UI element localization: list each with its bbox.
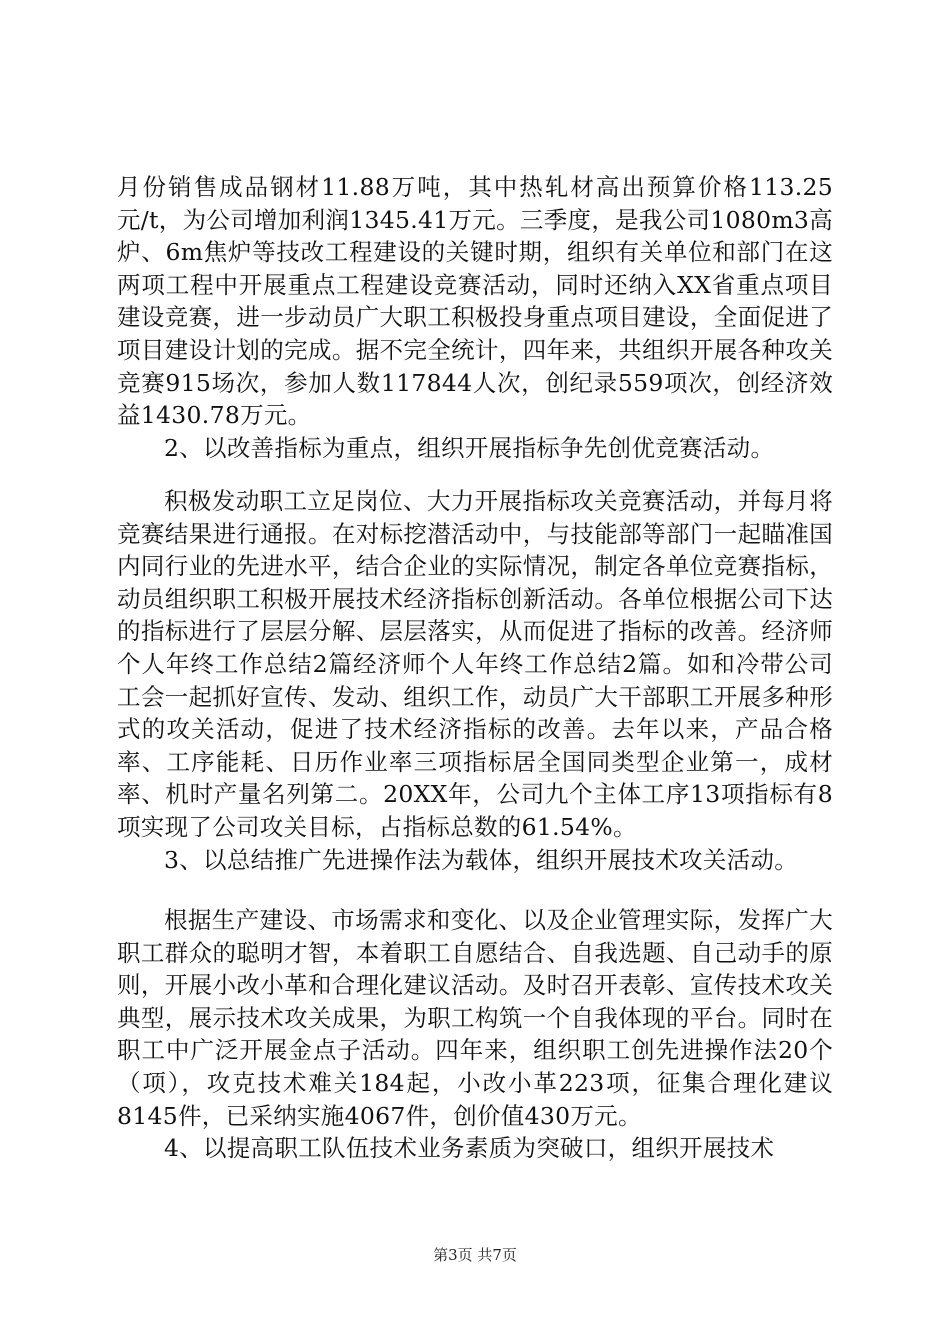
text-section-1: [117, 171, 833, 464]
paragraph-continued: 月份销售成品钢材11.88万吨，其中热轧材高出预算价格113.25元/t，为公司增加利润1345.41万元。三季度，是我公司1080m3高炉、6m焦炉等技改工程建设的关键时期，组织有关单位和部门在这两项工程中开展重点工程建设竞赛活动，同时还纳入XX省重点项目建设竞赛，进一步动员广大职工积极投身重点项目建设，全面促进了项目建设计划的完成。据不完全统计，四年来，共组织开展各种攻关竞赛915场次，参加人数117844人次，创纪录559项次，创经济效益1430.78万元。: [117, 173, 833, 430]
section-heading-2: 2、以改善指标为重点，组织开展指标争先创优竞赛活动。: [164, 433, 775, 462]
page-number-footer: 第3页 共7页: [433, 1246, 517, 1264]
paragraph-indicators: 积极发动职工立足岗位、大力开展指标攻关竞赛活动，并每月将竞赛结果进行通报。在对标挖潜活动中，与技能部等部门一起瞄准国内同行业的先进水平，结合企业的实际情况，制定各单位竞赛指标，动员组织职工积极开展技术经济指标创新活动。各单位根据公司下达的指标进行了层层分解、层层落实，从而促进了指标的改善。经济师个人年终工作总结2篇经济师个人年终工作总结2篇。如和冷带公司工会一起抓好宣传、发动、组织工作，动员广大干部职工开展多种形式的攻关活动，促进了技术经济指标的改善。去年以来，产品合格率、工序能耗、日历作业率三项指标居全国同类型企业第一，成材率、机时产量名列第二。20XX年，公司九个主体工序13项指标有8项实现了公司攻关目标，占指标总数的61.54%。: [117, 487, 833, 841]
section-heading-3: 3、以总结推广先进操作法为载体，组织开展技术攻关活动。: [164, 845, 799, 874]
paragraph-techniques: 根据生产建设、市场需求和变化、以及企业管理实际，发挥广大职工群众的聪明才智，本着职工自愿结合、自我选题、自己动手的原则，开展小改小革和合理化建议活动。及时召开表彰、宣传技术攻关典型，展示技术攻关成果，为职工构筑一个自我体现的平台。同时在职工中广泛开展金点子活动。四年来，组织职工创先进操作法20个（项），攻克技术难关184起，小改小革223项，征集合理化建议8145件，已采纳实施4067件，创价值430万元。: [117, 906, 833, 1130]
text-section-2: [117, 485, 833, 876]
text-section-3: [117, 904, 833, 1165]
section-heading-4: 4、以提高职工队伍技术业务素质为突破口，组织开展技术: [164, 1134, 775, 1163]
